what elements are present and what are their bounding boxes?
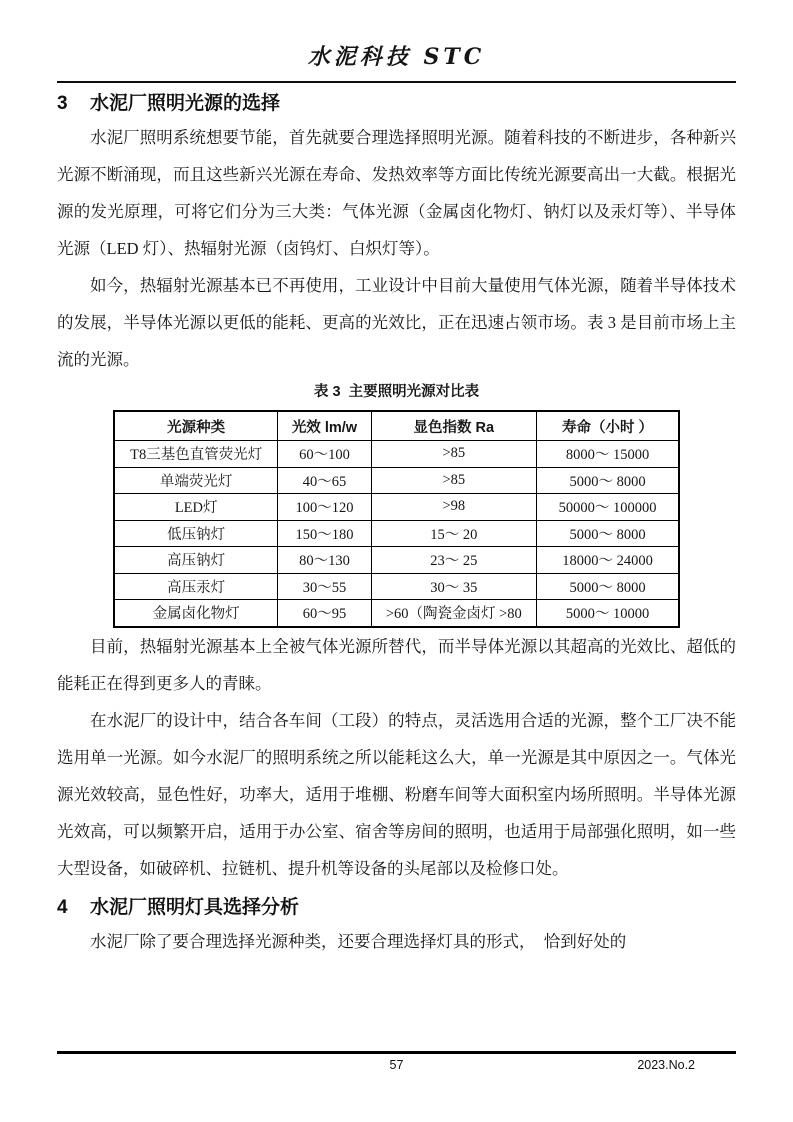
table-cell: 23～ 25 [371,547,537,574]
table-cell: 8000～ 15000 [537,441,679,468]
table-cell: >60（陶瓷金卤灯 >80 [371,600,537,627]
table-cell: T8三基色直管荧光灯 [114,441,278,468]
table-row [114,520,679,547]
table-cell: 高压汞灯 [114,573,278,600]
paragraph-4: 在水泥厂的设计中，结合各车间（工段）的特点，灵活选用合适的光源，整个工厂决不能选用单一光源。如今水泥厂的照明系统之所以能耗这么大，单一光源是其中原因之一。气体光源光效较高，显色性好，功率大，适用于堆棚、粉磨车间等大面积室内场所照明。半导体光源光效高，可以频繁开启，适用于办公室、宿舍等房间的照明，也适用于局部强化照明，如一些大型设备，如破碎机、拉链机、提升机等设备的头尾部以及检修口处。 [57,710,736,878]
section-3-heading [57,90,736,117]
table-row [114,494,679,521]
table-header-cell: 显色指数 Ra [371,411,537,441]
paragraph-3: 目前，热辐射光源基本上全被气体光源所替代，而半导体光源以其超高的光效比、超低的能耗正在得到更多人的青睐。 [57,636,736,693]
table-header-cell: 寿命（小时 ） [537,411,679,441]
table-cell: 60～95 [278,600,371,627]
table-cell: 单端荧光灯 [114,467,278,494]
paragraph-1: 水泥厂照明系统想要节能，首先就要合理选择照明光源。随着科技的不断进步，各种新兴光源不断涌现，而且这些新兴光源在寿命、发热效率等方面比传统光源要高出一大截。根据光源的发光原理，可将它们分为三大类：气体光源（金属卤化物灯、钠灯以及汞灯等）、半导体光源（LED 灯）、热辐射光源（卤钨灯、白炽灯等）。 [57,128,736,258]
table-row [114,467,679,494]
table-row [114,573,679,600]
table-cell: 80～130 [278,547,371,574]
table-cell: 60～100 [278,441,371,468]
table-cell: >85 [371,467,537,494]
table-header-cell: 光源种类 [114,411,278,441]
table-header-cell: 光效 lm/w [278,411,371,441]
section-4-heading [57,894,736,921]
paragraph-2: 如今，热辐射光源基本已不再使用，工业设计中目前大量使用气体光源，随着半导体技术的发展，半导体光源以更低的能耗、更高的光效比，正在迅速占领市场。表 3 是目前市场上主流的光源。 [57,276,736,369]
table-row [114,441,679,468]
section-3-title: 水泥厂照明光源的选择 [90,93,281,114]
light-source-comparison-table [113,410,680,628]
paragraph-5: 水泥厂除了要合理选择光源种类，还要合理选择灯具的形式， 恰到好处的 [90,931,627,951]
footer-rule [57,1051,736,1054]
header-rule [57,81,736,83]
section-4-title: 水泥厂照明灯具选择分析 [90,896,300,918]
table-header-row [114,411,679,441]
table-cell: 150～180 [278,520,371,547]
table-cell: 18000～ 24000 [537,547,679,574]
table-cell: 15～ 20 [371,520,537,547]
table-cell: LED灯 [114,494,278,521]
table-cell: 5000～ 10000 [537,600,679,627]
issue-label: 2023.No.2 [637,1058,695,1072]
table-cell: 金属卤化物灯 [114,600,278,627]
page-number: 57 [389,1058,404,1072]
section-3-number: 3 [57,93,68,114]
table-cell: 30～55 [278,573,371,600]
table-cell: 低压钠灯 [114,520,278,547]
table-cell: 5000～ 8000 [537,520,679,547]
table-cell: >85 [371,441,537,468]
table-cell: 5000～ 8000 [537,573,679,600]
table-cell: 5000～ 8000 [537,467,679,494]
section-4-number: 4 [57,896,68,918]
table-row [114,547,679,574]
table-cell: 100～120 [278,494,371,521]
table-cell: 50000～ 100000 [537,494,679,521]
table-cell: 高压钠灯 [114,547,278,574]
table-cell: 30～ 35 [371,573,537,600]
table-cell: >98 [371,494,537,521]
journal-title: 水泥科技 STC [307,44,486,70]
table-cell: 40～65 [278,467,371,494]
table-row [114,600,679,627]
table-caption: 表 3 主要照明光源对比表 [313,384,480,400]
